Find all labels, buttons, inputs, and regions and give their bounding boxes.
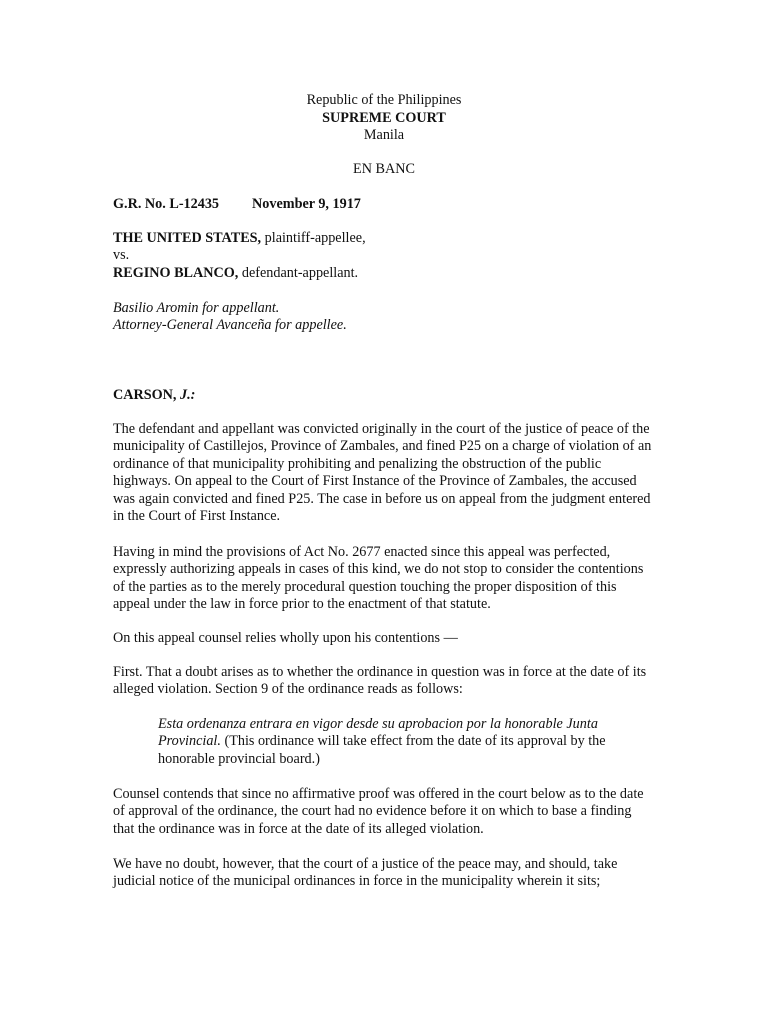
case-heading bbox=[113, 196, 653, 213]
court-location: Manila bbox=[363, 127, 405, 143]
plaintiff-name: THE UNITED STATES, bbox=[113, 230, 262, 246]
counsel-list bbox=[113, 300, 653, 335]
appellee-counsel: Attorney-General Avanceña for appellee. bbox=[113, 317, 347, 334]
body-paragraph-6: We have no doubt, however, that the court of a justice of the peace may, and should, take judicial notice of the municipal ordinances in force in the municipality wherein it sits; bbox=[113, 856, 618, 890]
defendant-name: REGINO BLANCO, bbox=[113, 264, 239, 281]
body-paragraph-4: First. That a doubt arises as to whether the ordinance in question was in force at the date of its alleged violation. Section 9 of the ordinance reads as follows: bbox=[113, 664, 647, 698]
republic-line: Republic of the Philippines bbox=[306, 92, 462, 108]
plaintiff-line bbox=[113, 230, 653, 247]
quote-spanish: Esta ordenanza entrara en vigor desde su aprobacion por la honorable Junta Provincial. bbox=[158, 716, 598, 750]
defendant-line bbox=[113, 265, 653, 282]
ponente bbox=[113, 387, 653, 404]
court-name: SUPREME COURT bbox=[322, 109, 446, 126]
case-date: November 9, 1917 bbox=[252, 196, 361, 212]
body-paragraph-3: On this appeal counsel relies wholly upon his contentions — bbox=[113, 630, 458, 646]
body-paragraph-2: Having in mind the provisions of Act No. 2677 enacted since this appeal was perfected, expressly authorizing appeals in cases of this kind, we do not stop to consider the contentions of the parties as to the merely procedural question touching the proper disposition of this appeal under the law in force prior to the enactment of that statute. bbox=[113, 544, 644, 613]
appellant-counsel: Basilio Aromin for appellant. bbox=[113, 300, 280, 316]
court-header bbox=[0, 92, 768, 145]
versus-label: vs. bbox=[113, 247, 130, 264]
division-label: EN BANC bbox=[353, 161, 415, 177]
defendant-role: defendant-appellant. bbox=[238, 264, 359, 281]
judge-title: J.: bbox=[176, 387, 196, 403]
ordinance-quote bbox=[158, 716, 638, 768]
body-paragraph-5: Counsel contends that since no affirmative proof was offered in the court below as to the date of approval of the ordinance, the court had no evidence before it on which to base a finding that the ordinance was in force at the date of its alleged violation. bbox=[113, 786, 644, 837]
case-number: G.R. No. L-12435 bbox=[113, 196, 220, 212]
body-paragraph-1: The defendant and appellant was convicted originally in the court of the justice of peace of the municipality of Castillejos, Province of Zambales, and fined P25 on a charge of violation of an ordinance of that municipality prohibiting and penalizing the obstruction of the public highways. On appeal to the Court of First Instance of the Province of Zambales, the accused was again convicted and fined P25. The case in before us on appeal from the judgment entered in the Court of First Instance. bbox=[113, 421, 652, 525]
case-parties bbox=[113, 230, 653, 282]
judge-name: CARSON, bbox=[113, 387, 177, 403]
plaintiff-role: plaintiff-appellee, bbox=[261, 230, 366, 246]
quote-english: (This ordinance will take effect from the date of its approval by the honorable provincial board.) bbox=[158, 733, 606, 767]
